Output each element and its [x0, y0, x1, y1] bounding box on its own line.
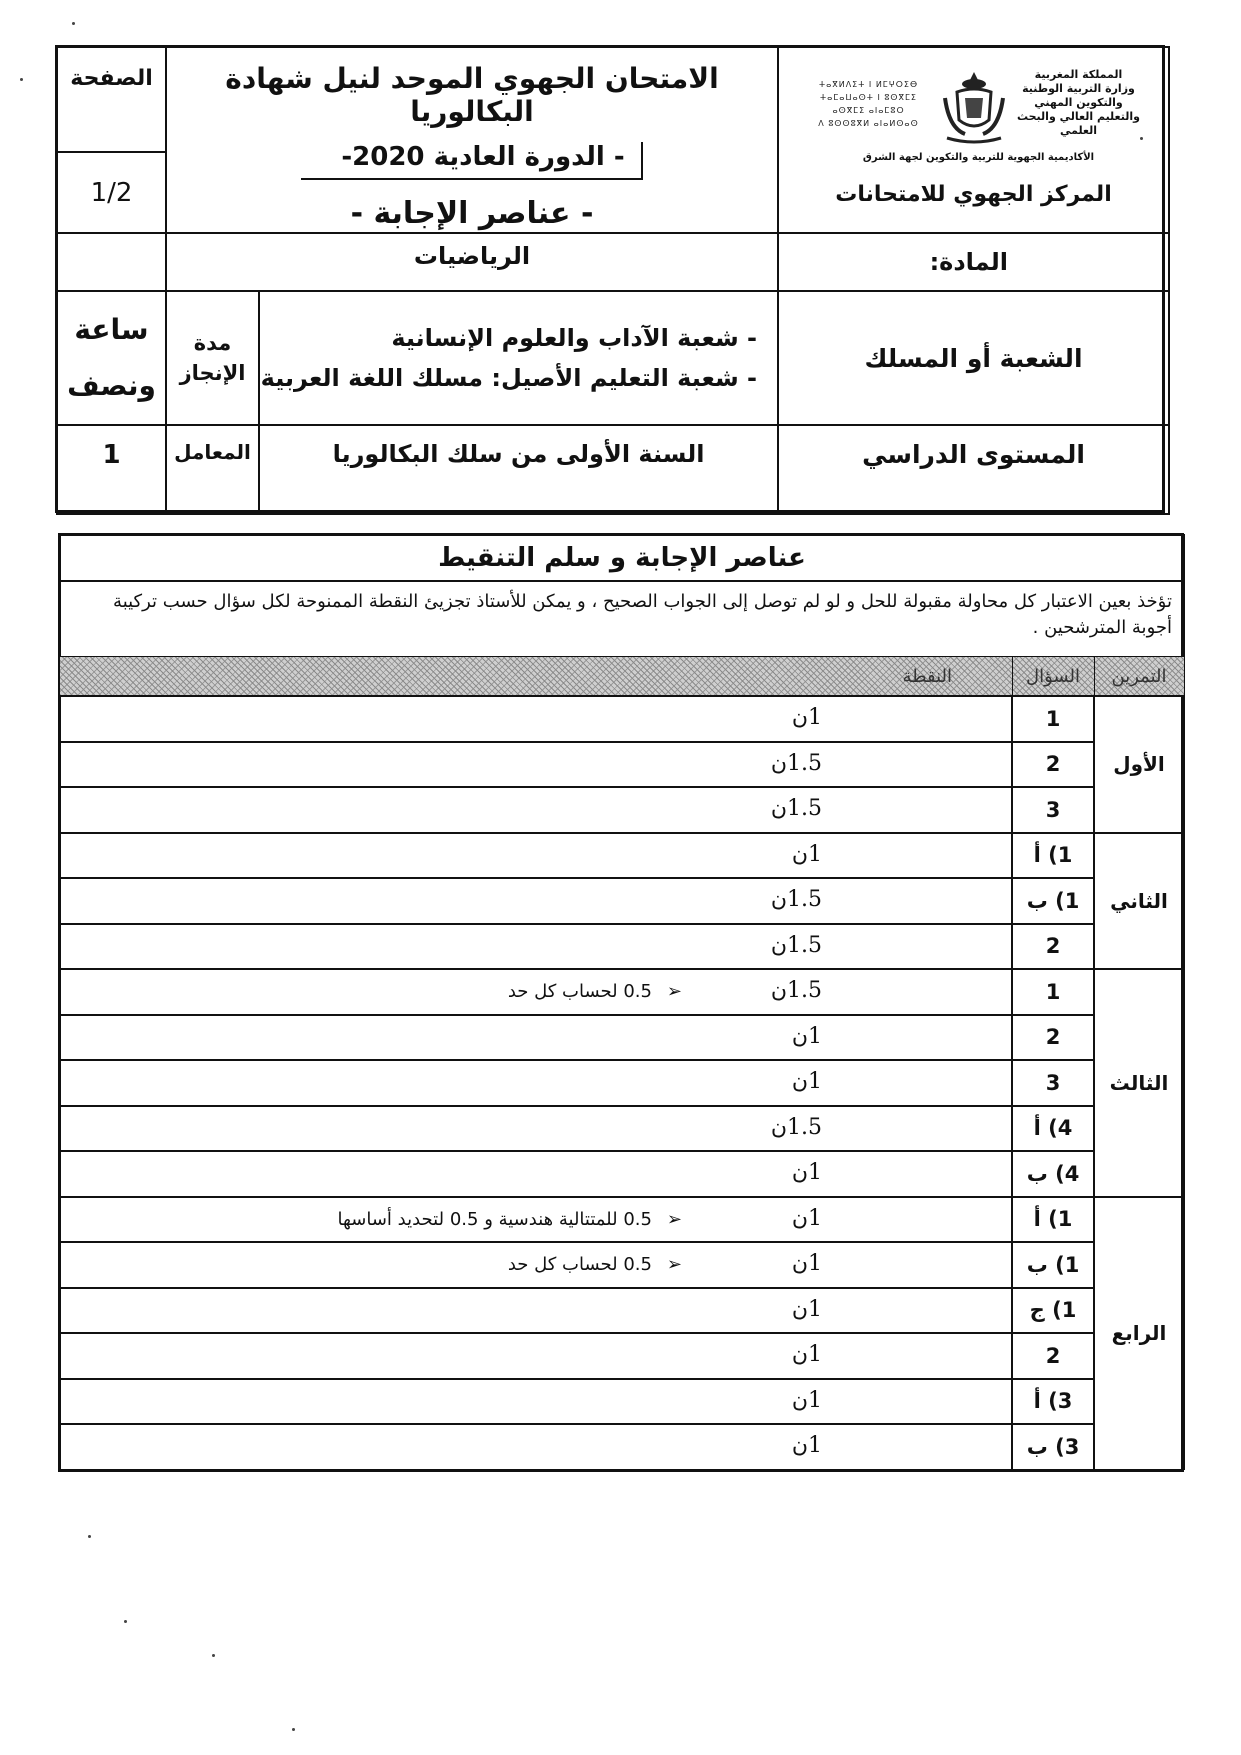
answer-elements-title: - عناصر الإجابة -: [350, 196, 594, 231]
question-cell: 1) ب: [1011, 878, 1095, 924]
score-row: [59, 1379, 1013, 1425]
branch-line: - شعبة الآداب والعلوم الإنسانية: [391, 324, 757, 352]
answer-key-table: [58, 533, 1184, 1472]
session: - الدورة العادية 2020-: [301, 142, 642, 180]
scan-speck: [124, 1620, 127, 1623]
score-value: 1ن: [791, 1205, 822, 1231]
score-value: 1ن: [791, 1387, 822, 1413]
question-cell: 2: [1011, 742, 1095, 788]
score-row: [59, 1288, 1013, 1334]
score-row: [59, 878, 1013, 924]
question-cell: 3) أ: [1011, 1379, 1095, 1425]
question-cell: 4) أ: [1011, 1106, 1095, 1152]
exercise-cell: الأول: [1093, 696, 1185, 833]
question-cell: 1) ج: [1011, 1288, 1095, 1334]
question-cell: 1) ب: [1011, 1242, 1095, 1288]
duration-value: ساعة ونصف: [56, 290, 167, 426]
question-cell: 3: [1011, 1060, 1095, 1106]
score-note: 0.5 لحساب كل حد: [507, 1254, 652, 1275]
score-row: [59, 1060, 1013, 1106]
logo-ministry-text: المملكة المغربية وزارة التربية الوطنية والتكوين المهني والتعليم العالي والبحث العلمي: [1016, 68, 1140, 137]
page-value: 1/2: [56, 151, 167, 234]
arrow-bullet-icon: ➢: [666, 981, 682, 1002]
score-note: 0.5 لحساب كل حد: [507, 981, 652, 1002]
exam-title: الامتحان الجهوي الموحد لنيل شهادة البكالوريا: [225, 62, 719, 128]
score-row: [59, 969, 1013, 1015]
score-row: [59, 1242, 1013, 1288]
logo-tifinagh-text: ⵜⴰⴳⵍⴷⵉⵜ ⵏ ⵍⵎⵖⵔⵉⴱ ⵜⴰⵎⴰⵡⴰⵙⵜ ⵏ ⵓⵙⴳⵎⵉ ⴰⵙⴳⵎⵉ ⴰⵏⴰⵎⵓⵔ ⴷ ⵓⵙⵙⵓⴳⵍ ⴰⵏⴰⵍⵙⴰⵙ: [818, 80, 919, 128]
score-value: 1.5ن: [770, 750, 822, 776]
score-value: 1ن: [791, 1023, 822, 1049]
branch-label: الشعبة أو المسلك: [777, 290, 1170, 426]
page-label: الصفحة: [56, 46, 167, 153]
score-row: [59, 1333, 1013, 1379]
morocco-emblem-icon: [939, 68, 1009, 148]
table-title: عناصر الإجابة و سلم التنقيط: [59, 534, 1185, 582]
exercise-cell: الثاني: [1093, 833, 1185, 970]
subject-value: الرياضيات: [165, 232, 779, 292]
empty-cell: [56, 232, 167, 292]
scan-speck: [20, 78, 23, 81]
score-value: 1ن: [791, 1160, 822, 1185]
score-value: 1.5ن: [770, 887, 822, 912]
exercise-cell: الرابع: [1093, 1197, 1185, 1470]
arrow-bullet-icon: ➢: [666, 1254, 682, 1275]
score-value: 1ن: [791, 1251, 822, 1276]
subject-label: المادة:: [777, 232, 1170, 292]
question-cell: 1: [1011, 969, 1095, 1015]
score-row: [59, 787, 1013, 833]
exam-header: [55, 45, 1165, 513]
scan-speck: [212, 1654, 215, 1657]
score-row: [59, 1424, 1013, 1470]
question-cell: 2: [1011, 924, 1095, 970]
logo-academy-text: الأكاديمية الجهوية للتربية والتكوين لجهة الشرق: [862, 152, 1095, 163]
table-header-question: السؤال: [1011, 656, 1095, 696]
score-note: 0.5 للمتتالية هندسية و 0.5 لتحديد أساسها: [337, 1208, 652, 1230]
exam-title-block: [165, 46, 779, 234]
score-value: 1ن: [791, 705, 822, 730]
level-label: المستوى الدراسي: [777, 424, 1170, 515]
score-row: [59, 1015, 1013, 1061]
score-value: 1.5ن: [770, 978, 822, 1003]
score-value: 1ن: [791, 1433, 822, 1458]
question-cell: 3: [1011, 787, 1095, 833]
question-cell: 4) ب: [1011, 1151, 1095, 1197]
regional-center: المركز الجهوي للامتحانات: [835, 182, 1112, 207]
table-instructions: تؤخذ بعين الاعتبار كل محاولة مقبولة للحل و لو لم توصل إلى الجواب الصحيح ، و يمكن للأستاذ تجزيئ النقطة الممنوحة لكل سؤال حسب تركيبة أجوبة المترشحين .: [59, 580, 1185, 658]
duration-label: مدة الإنجاز: [165, 290, 260, 426]
score-row: [59, 1106, 1013, 1152]
logo-block: [777, 46, 1170, 234]
question-cell: 3) ب: [1011, 1424, 1095, 1470]
score-value: 1.5ن: [770, 796, 822, 821]
question-cell: 1: [1011, 696, 1095, 742]
score-row: [59, 696, 1013, 742]
scan-speck: [292, 1728, 295, 1731]
score-row: [59, 742, 1013, 788]
coef-value: 1: [56, 424, 167, 515]
score-row: [59, 1197, 1013, 1243]
scan-speck: [1140, 137, 1143, 140]
score-value: 1ن: [791, 1296, 822, 1322]
table-header-score: النقطة: [59, 656, 1013, 696]
score-value: 1ن: [791, 1069, 822, 1094]
question-cell: 1) أ: [1011, 833, 1095, 879]
arrow-bullet-icon: ➢: [666, 1208, 682, 1230]
score-value: 1.5ن: [770, 1114, 822, 1140]
exercise-cell: الثالث: [1093, 969, 1185, 1197]
level-value: السنة الأولى من سلك البكالوريا: [258, 424, 779, 515]
scan-speck: [88, 1535, 91, 1538]
branch-line: - شعبة التعليم الأصيل: مسلك اللغة العربية: [260, 364, 757, 392]
score-value: 1.5ن: [770, 932, 822, 958]
question-cell: 2: [1011, 1015, 1095, 1061]
question-cell: 1) أ: [1011, 1197, 1095, 1243]
score-row: [59, 924, 1013, 970]
coef-label: المعامل: [165, 424, 260, 515]
branch-values: [258, 290, 779, 426]
score-row: [59, 833, 1013, 879]
table-header-exercise: التمرين: [1093, 656, 1185, 696]
scan-speck: [72, 22, 75, 25]
score-value: 1ن: [791, 841, 822, 867]
score-value: 1ن: [791, 1342, 822, 1367]
question-cell: 2: [1011, 1333, 1095, 1379]
score-row: [59, 1151, 1013, 1197]
